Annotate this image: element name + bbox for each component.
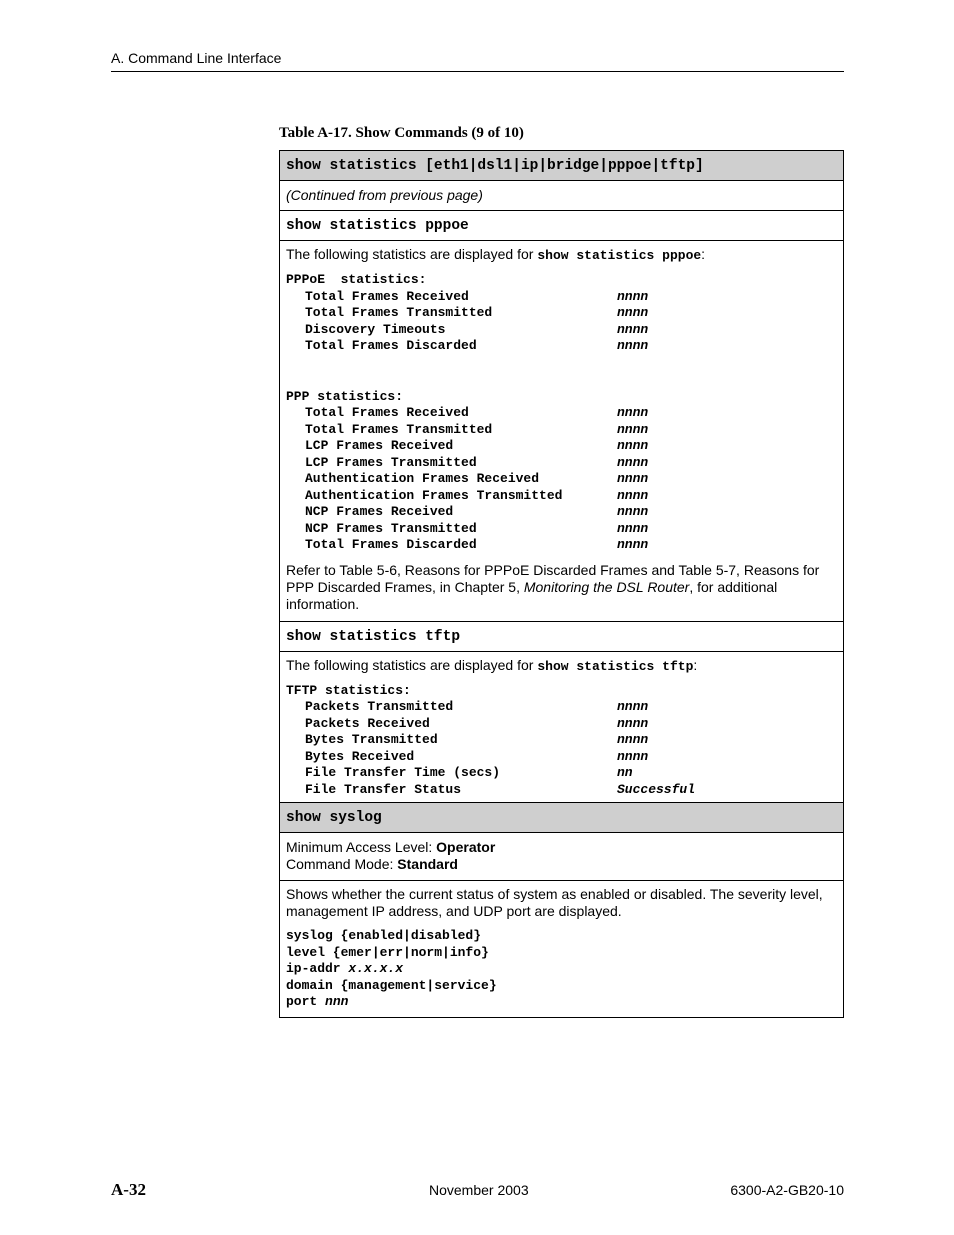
running-head: A. Command Line Interface (111, 50, 282, 66)
stat-value: nnnn (617, 520, 649, 536)
stat-label: Packets Transmitted (305, 699, 454, 714)
tftp-description-cell (280, 652, 843, 804)
stat-label: LCP Frames Transmitted (305, 454, 477, 470)
stat-value: nn (617, 765, 633, 780)
pppoe-intro-suffix: : (701, 246, 706, 262)
level-line: level {emer|err|norm|info} (286, 944, 489, 960)
stat-row (286, 471, 837, 488)
syslog-syntax-block (286, 928, 837, 1011)
stat-row (286, 488, 837, 505)
publication-date: November 2003 (429, 1182, 529, 1198)
stat-value: nnnn (617, 438, 649, 453)
main-command-row: show statistics [eth1|dsl1|ip|bridge|pppoe|tftp] (280, 151, 843, 181)
port-keyword: port (286, 994, 326, 1009)
tftp-intro (286, 657, 837, 675)
stat-row (286, 422, 837, 439)
tftp-intro-text: The following statistics are displayed for (286, 656, 538, 673)
tftp-stats-heading: TFTP statistics: (286, 682, 411, 698)
stat-label: Authentication Frames Transmitted (305, 487, 563, 503)
stat-row (286, 782, 837, 799)
stat-label: Bytes Transmitted (305, 732, 438, 747)
stat-value: nnnn (617, 715, 649, 731)
refer-text: Refer to Table 5-6, Reasons for PPPoE Discarded Frames and Table 5-7, Reasons for PPP Discarded Frames, in Chapter 5, (286, 561, 820, 595)
stat-row (286, 537, 837, 554)
stat-value: nnnn (617, 748, 649, 764)
stat-row (286, 749, 837, 766)
stat-label: Packets Received (305, 715, 430, 731)
pppoe-command-row: show statistics pppoe (280, 211, 843, 241)
domain-line: domain {management|service} (286, 977, 497, 993)
header-rule (111, 71, 844, 72)
stat-value: nnnn (617, 471, 649, 486)
tftp-intro-command: show statistics tftp (537, 658, 694, 674)
stat-row (286, 765, 837, 782)
pppoe-stats-heading: PPPoE statistics: (286, 272, 427, 287)
stat-row (286, 521, 837, 538)
stat-value: nnnn (617, 405, 649, 420)
mode-value: Standard (397, 856, 458, 872)
stat-label: File Transfer Time (secs) (305, 765, 501, 780)
stat-value: nnnn (617, 321, 649, 337)
spacer (286, 372, 837, 389)
port-line (286, 994, 837, 1011)
stat-value: nnnn (617, 288, 649, 304)
stat-label: NCP Frames Transmitted (305, 520, 477, 536)
stat-value: nnnn (617, 699, 649, 714)
mode-label: Command Mode: (286, 856, 398, 872)
page-number: A-32 (111, 1180, 146, 1199)
ip-addr-keyword: ip-addr (286, 961, 349, 976)
access-value: Operator (436, 839, 496, 855)
stat-value: nnnn (617, 537, 649, 552)
stat-value: nnnn (617, 305, 649, 320)
stat-value: nnnn (617, 487, 649, 503)
refer-text-end: , for additional information. (286, 578, 778, 612)
stat-value: nnnn (617, 732, 649, 747)
ip-addr-placeholder: x.x.x.x (348, 961, 404, 976)
stat-row (286, 732, 837, 749)
syslog-line: syslog {enabled|disabled} (286, 928, 482, 943)
stat-label: Total Frames Discarded (305, 338, 477, 353)
stat-value: nnnn (617, 338, 649, 353)
continued-note: (Continued from previous page) (280, 181, 843, 211)
stat-label: Total Frames Received (305, 288, 469, 304)
syslog-command-row: show syslog (280, 803, 843, 833)
stat-row (286, 455, 837, 472)
stat-row (286, 438, 837, 455)
stat-label: Authentication Frames Received (305, 471, 540, 486)
stat-row (286, 405, 837, 422)
stat-value: nnnn (617, 454, 649, 470)
ppp-stats-heading: PPP statistics: (286, 388, 404, 404)
ppp-stats-list (286, 405, 837, 554)
pppoe-stats-list (286, 289, 837, 355)
port-placeholder: nnn (325, 994, 349, 1009)
tftp-stats-list (286, 699, 837, 798)
stat-label: LCP Frames Received (305, 438, 454, 453)
document-number: 6300-A2-GB20-10 (730, 1182, 844, 1198)
tftp-intro-suffix: : (693, 656, 698, 673)
stat-label: Total Frames Transmitted (305, 305, 493, 320)
stat-label: Bytes Received (305, 748, 415, 764)
show-commands-table (279, 150, 844, 1018)
syslog-command-mode (286, 856, 837, 873)
pppoe-refer-note (286, 562, 837, 613)
stat-value: nnnn (617, 504, 649, 519)
stat-label: Total Frames Discarded (305, 537, 477, 552)
syslog-description: Shows whether the current status of system as enabled or disabled. The severity level, management IP address, and UDP port are displayed. (286, 886, 823, 919)
stat-label: NCP Frames Received (305, 504, 454, 519)
access-label: Minimum Access Level: (286, 839, 437, 855)
refer-chapter-title: Monitoring the DSL Router (523, 578, 690, 595)
ip-addr-line (286, 961, 837, 978)
stat-row (286, 289, 837, 306)
stat-label: Total Frames Transmitted (305, 421, 493, 437)
stat-label: File Transfer Status (305, 781, 462, 797)
syslog-description-cell (280, 881, 843, 1017)
syslog-access-cell (280, 833, 843, 881)
pppoe-intro-text: The following statistics are displayed for (286, 246, 538, 262)
stat-row (286, 699, 837, 716)
stat-row (286, 504, 837, 521)
syslog-access-level (286, 839, 837, 856)
pppoe-intro-command: show statistics pppoe (537, 248, 702, 263)
pppoe-description-cell (280, 241, 843, 622)
pppoe-intro (286, 246, 837, 264)
pppoe-stats-block (286, 272, 837, 554)
stat-label: Total Frames Received (305, 405, 469, 420)
stat-row (286, 716, 837, 733)
stat-row (286, 338, 837, 355)
tftp-stats-block (286, 683, 837, 799)
stat-value: nnnn (617, 421, 649, 437)
spacer (286, 355, 837, 372)
table-caption: Table A-17. Show Commands (9 of 10) (279, 125, 524, 141)
stat-row (286, 322, 837, 339)
tftp-command-row: show statistics tftp (280, 622, 843, 652)
stat-value: Successful (617, 781, 696, 797)
stat-row (286, 305, 837, 322)
stat-label: Discovery Timeouts (305, 321, 446, 337)
